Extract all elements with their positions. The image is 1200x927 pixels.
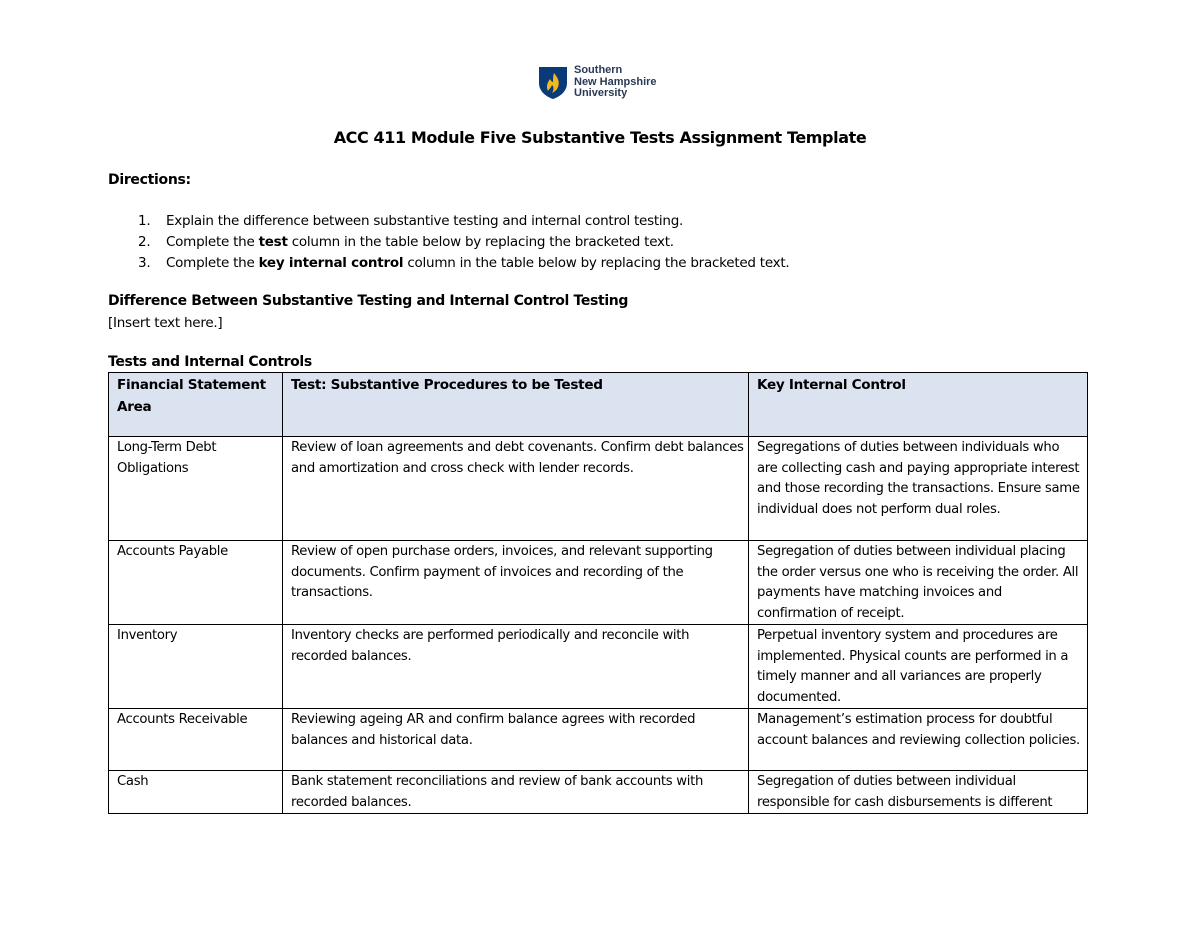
tests-controls-table: [108, 372, 1088, 814]
step-text: Explain the difference between substantive testing and internal control testing.: [166, 213, 684, 229]
logo-line: Southern: [574, 64, 623, 76]
table-row: [109, 541, 1088, 625]
area-cell: Accounts Payable: [109, 541, 283, 625]
test-cell[interactable]: Review of loan agreements and debt covenants. Confirm debt balances and amortization and cross check with lender records.: [283, 437, 749, 541]
university-logo: [538, 66, 657, 100]
control-cell[interactable]: Segregation of duties between individual responsible for cash disbursements is different: [749, 771, 1088, 814]
test-cell[interactable]: Bank statement reconciliations and review of bank accounts with recorded balances.: [283, 771, 749, 814]
area-cell: Cash: [109, 771, 283, 814]
step-emphasis: key internal control: [258, 255, 404, 271]
area-cell: Long-Term Debt Obligations: [109, 437, 283, 541]
step-emphasis: test: [258, 234, 288, 250]
directions-list: [108, 211, 789, 274]
step-number: 2.: [138, 234, 151, 250]
shield-flame-icon: [538, 66, 568, 100]
test-cell[interactable]: Review of open purchase orders, invoices, and relevant supporting documents. Confirm payment of invoices and recording of the transactions.: [283, 541, 749, 625]
control-cell[interactable]: Perpetual inventory system and procedures are implemented. Physical counts are performed in a timely manner and all variances are properly documented.: [749, 625, 1088, 709]
test-cell[interactable]: Reviewing ageing AR and confirm balance agrees with recorded balances and historical data.: [283, 709, 749, 771]
table-heading: Tests and Internal Controls: [108, 354, 312, 370]
list-item: [108, 253, 789, 274]
list-item: [108, 232, 789, 253]
test-cell[interactable]: Inventory checks are performed periodically and reconcile with recorded balances.: [283, 625, 749, 709]
control-cell[interactable]: Management’s estimation process for doubtful account balances and reviewing collection policies.: [749, 709, 1088, 771]
step-text: Complete the: [166, 234, 259, 250]
list-item: [108, 211, 789, 232]
table-row: [109, 437, 1088, 541]
directions-label: Directions:: [108, 172, 191, 188]
table-row: [109, 625, 1088, 709]
area-cell: Accounts Receivable: [109, 709, 283, 771]
control-cell[interactable]: Segregation of duties between individual placing the order versus one who is receiving the order. All payments have matching invoices and confirmation of receipt.: [749, 541, 1088, 625]
step-number: 1.: [138, 213, 151, 229]
step-text: column in the table below by replacing the bracketed text.: [403, 255, 790, 271]
logo-line: New Hampshire: [574, 75, 657, 88]
table-row: [109, 709, 1088, 771]
step-number: 3.: [138, 255, 151, 271]
step-text: column in the table below by replacing the bracketed text.: [287, 234, 674, 250]
control-cell[interactable]: Segregations of duties between individuals who are collecting cash and paying appropriate interest and those recording the transactions. Ensure same individual does not perform dual roles.: [749, 437, 1088, 541]
table-row: [109, 771, 1088, 814]
column-header-area: Financial Statement Area: [109, 373, 283, 437]
logo-wordmark: [574, 65, 657, 100]
difference-heading: Difference Between Substantive Testing and Internal Control Testing: [108, 293, 629, 309]
area-cell: Inventory: [109, 625, 283, 709]
page-title: ACC 411 Module Five Substantive Tests Assignment Template: [333, 128, 867, 147]
table-header-row: [109, 373, 1088, 437]
column-header-control: Key Internal Control: [749, 373, 1088, 437]
step-text: Complete the: [166, 255, 259, 271]
logo-line: University: [574, 87, 628, 99]
column-header-test: Test: Substantive Procedures to be Tested: [283, 373, 749, 437]
insert-text-placeholder[interactable]: [Insert text here.]: [108, 315, 223, 331]
